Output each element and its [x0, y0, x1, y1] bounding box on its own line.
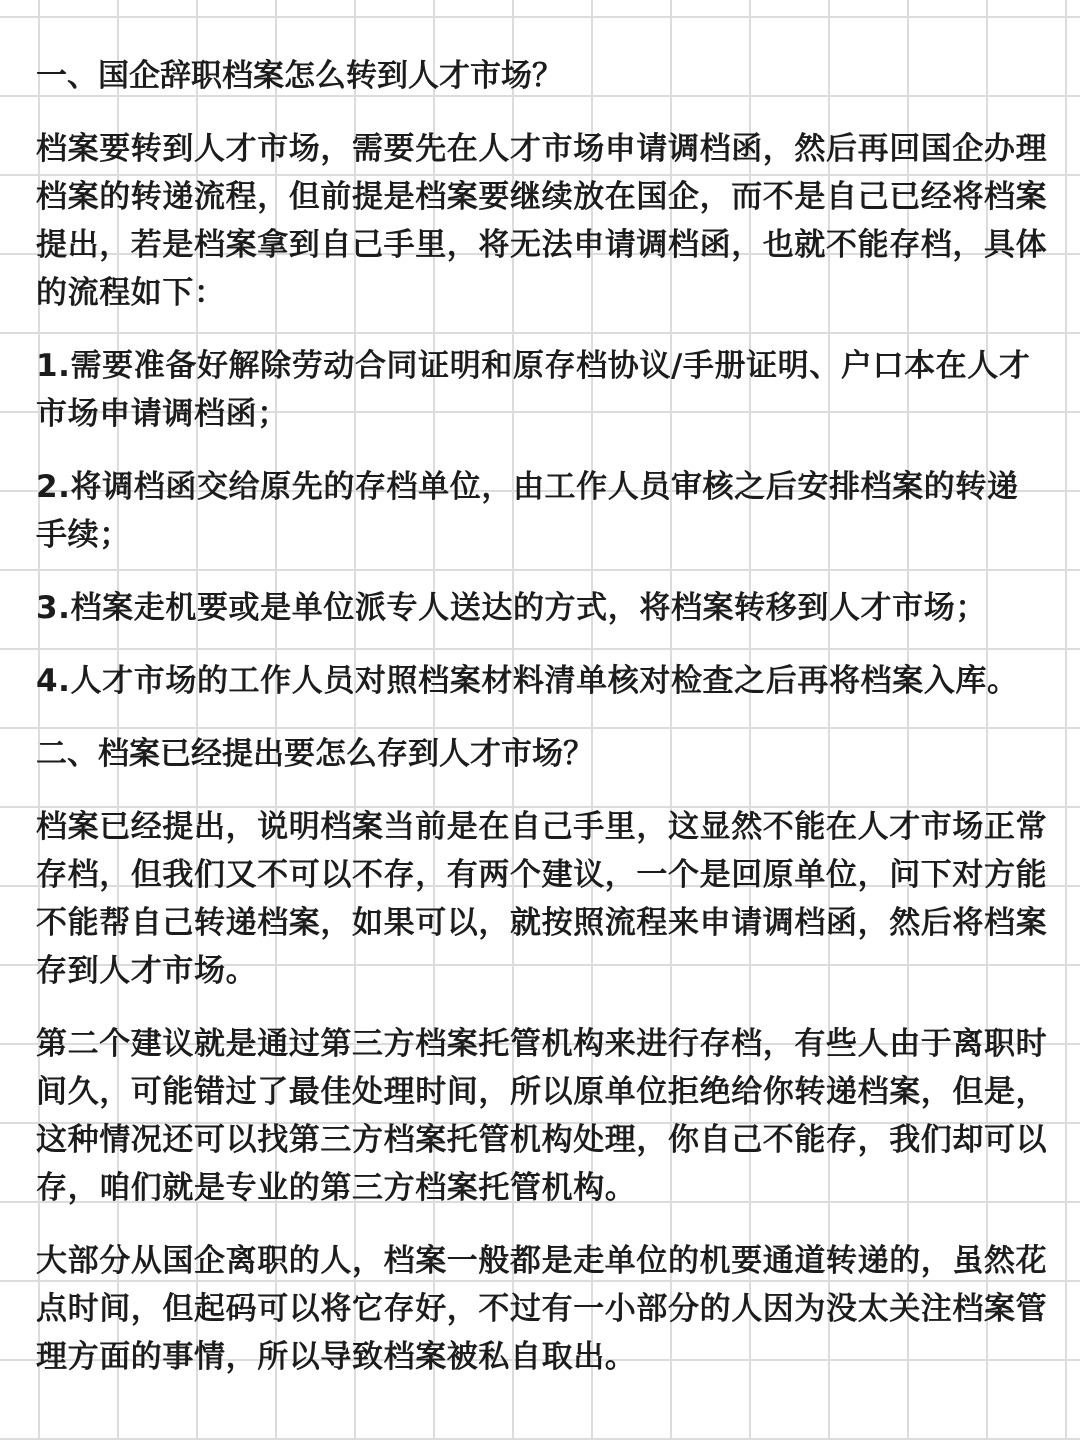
section2-paragraph-1: 档案已经提出，说明档案当前是在自己手里，这显然不能在人才市场正常存档，但我们又不可以不存，有两个建议，一个是回原单位，问下对方能不能帮自己转递档案，如果可以，就按照流程来申请调档函，然后将档案存到人才市场。 [36, 809, 1048, 989]
step-4: 4.人才市场的工作人员对照档案材料清单核对检查之后再将档案入库。 [36, 663, 1019, 699]
step-1: 1.需要准备好解除劳动合同证明和原存档协议/手册证明、户口本在人才市场申请调档函； [36, 348, 1031, 432]
article [36, 52, 1048, 1406]
section2-title: 二、档案已经提出要怎么存到人才市场？ [36, 736, 594, 772]
section1-intro: 档案要转到人才市场，需要先在人才市场申请调档函，然后再回国企办理档案的转递流程，但前提是档案要继续放在国企，而不是自己已经将档案提出，若是档案拿到自己手里，将无法申请调档函，也就不能存档，具体的流程如下： [36, 131, 1048, 311]
section2-paragraph-2: 第二个建议就是通过第三方档案托管机构来进行存档，有些人由于离职时间久，可能错过了最佳处理时间，所以原单位拒绝给你转递档案，但是，这种情况还可以找第三方档案托管机构处理，你自己不能存，我们却可以存，咱们就是专业的第三方档案托管机构。 [36, 1026, 1048, 1206]
step-3: 3.档案走机要或是单位派专人送达的方式，将档案转移到人才市场； [36, 590, 987, 626]
section1-title: 一、国企辞职档案怎么转到人才市场？ [36, 58, 563, 94]
section2-paragraph-3: 大部分从国企离职的人，档案一般都是走单位的机要通道转递的，虽然花点时间，但起码可以将它存好，不过有一小部分的人因为没太关注档案管理方面的事情，所以导致档案被私自取出。 [36, 1243, 1048, 1375]
step-2: 2.将调档函交给原先的存档单位，由工作人员审核之后安排档案的转递手续； [36, 469, 1019, 553]
